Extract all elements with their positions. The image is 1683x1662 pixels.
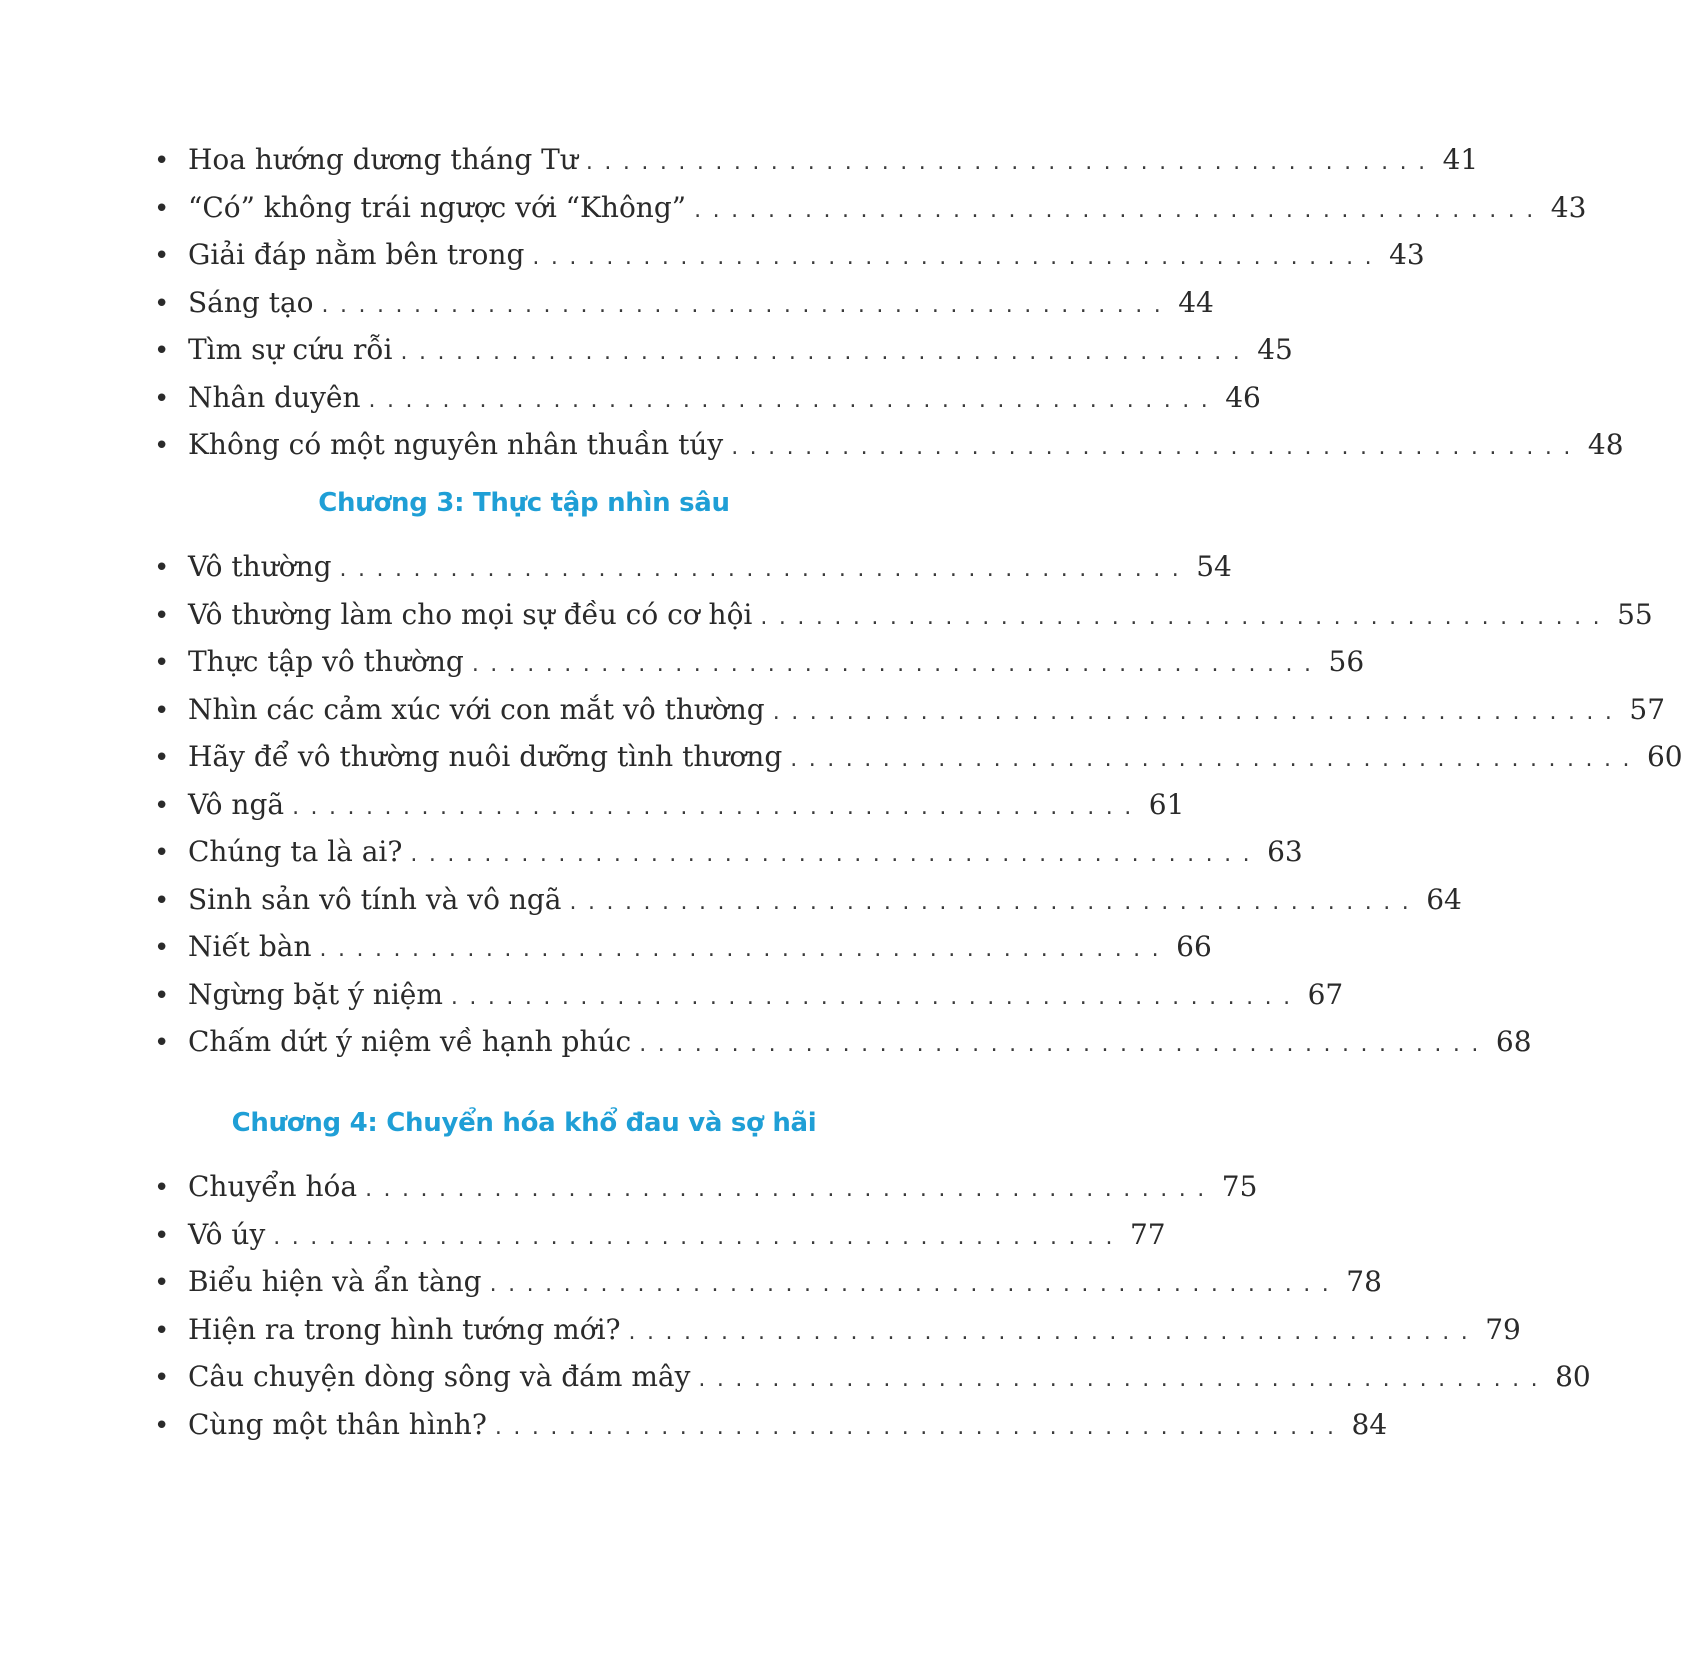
bullet-icon: •: [154, 1173, 170, 1203]
entry-title: Chuyển hóa: [188, 1170, 358, 1203]
toc-entry: [154, 1163, 1258, 1211]
entry-title: Giải đáp nằm bên trong: [188, 238, 525, 271]
entry-title: Hiện ra trong hình tướng mới?: [188, 1312, 621, 1346]
entry-page: 41: [1442, 143, 1479, 176]
entry-page: 78: [1346, 1265, 1382, 1298]
entry-page: 57: [1629, 692, 1666, 726]
dot-leader: ..............................................: [585, 150, 1437, 175]
dot-leader: ..............................................: [339, 557, 1191, 582]
dot-leader: ..............................................: [639, 1032, 1490, 1057]
dot-leader: ..............................................: [450, 984, 1302, 1010]
toc-entry: [154, 1401, 1388, 1449]
dot-leader: ..............................................: [319, 937, 1171, 962]
bullet-icon: •: [154, 1028, 170, 1058]
toc-entry: [154, 1018, 1532, 1066]
bullet-icon: •: [154, 1363, 170, 1393]
bullet-icon: •: [154, 1410, 170, 1441]
bullet-icon: •: [154, 885, 170, 916]
entry-title: Cùng một thân hình?: [188, 1407, 487, 1441]
toc-entry: [154, 733, 1683, 781]
bullet-icon: •: [154, 1268, 170, 1298]
dot-leader: ..............................................: [532, 245, 1384, 270]
dot-leader: ..............................................: [365, 1177, 1216, 1202]
entry-title: Sáng tạo: [188, 285, 314, 319]
toc-entry: [154, 1258, 1382, 1306]
bullet-icon: •: [154, 241, 170, 271]
toc-entry: [154, 231, 1425, 279]
dot-leader: ..............................................: [400, 340, 1252, 365]
dot-leader: ..............................................: [273, 1224, 1124, 1250]
entry-page: 79: [1485, 1312, 1521, 1346]
dot-leader: ..............................................: [790, 747, 1641, 772]
bullet-icon: •: [154, 933, 170, 963]
toc-entry: [154, 971, 1344, 1019]
dot-leader: ..............................................: [471, 652, 1323, 677]
toc-entry: [154, 543, 1232, 591]
entry-page: 61: [1148, 787, 1185, 821]
entry-page: 55: [1617, 597, 1653, 631]
dot-leader: ..............................................: [489, 1272, 1341, 1297]
bullet-icon: •: [154, 1315, 170, 1346]
entry-title: “Có” không trái ngược với “Không”: [188, 190, 687, 224]
entry-title: Hoa hướng dương tháng Tư: [188, 143, 578, 176]
entry-title: Nhân duyên: [188, 380, 361, 414]
toc-entry: [154, 136, 1479, 184]
entry-title: Sinh sản vô tính và vô ngã: [188, 882, 562, 916]
entry-title: Chúng ta là ai?: [188, 835, 403, 868]
entry-page: 60: [1646, 740, 1683, 773]
entry-title: Vô thường làm cho mọi sự đều có cơ hội: [188, 597, 753, 631]
dot-leader: ..............................................: [494, 1414, 1346, 1440]
chapter-4-heading: Chương 4: Chuyển hóa khổ đau và sợ hãi: [231, 1108, 817, 1138]
dot-leader: ..............................................: [760, 604, 1612, 630]
toc-entry: [154, 686, 1666, 734]
bullet-icon: •: [154, 838, 170, 868]
entry-page: 64: [1426, 882, 1462, 916]
toc-chapter-3: [154, 543, 1683, 1066]
toc-entry: [154, 326, 1293, 374]
entry-page: 80: [1555, 1360, 1591, 1393]
entry-title: Thực tập vô thường: [188, 645, 464, 678]
toc-entry: [154, 638, 1365, 686]
toc-entry: [154, 184, 1587, 232]
bullet-icon: •: [154, 980, 170, 1011]
entry-title: Vô thường: [188, 550, 332, 583]
entry-page: 44: [1178, 285, 1214, 319]
bullet-icon: •: [154, 648, 170, 678]
bullet-icon: •: [154, 600, 170, 631]
bullet-icon: •: [154, 431, 170, 461]
entry-page: 54: [1196, 550, 1232, 583]
toc-entry: [154, 1211, 1166, 1259]
chapter-3-heading: Chương 3: Thực tập nhìn sâu: [318, 488, 730, 518]
toc-entry: [154, 1353, 1591, 1401]
dot-leader: ..............................................: [321, 292, 1173, 318]
toc-entry: [154, 591, 1653, 639]
entry-title: Vô ngã: [188, 787, 285, 821]
entry-page: 56: [1328, 645, 1365, 678]
entry-page: 84: [1351, 1407, 1388, 1441]
toc-entry: [154, 876, 1462, 924]
dot-leader: ..............................................: [410, 842, 1262, 867]
entry-page: 43: [1550, 190, 1587, 224]
toc-entry: [154, 374, 1261, 422]
bullet-icon: •: [154, 336, 170, 366]
bullet-icon: •: [154, 193, 170, 224]
entry-title: Niết bàn: [188, 930, 312, 963]
entry-title: Tìm sự cứu rỗi: [188, 333, 393, 366]
entry-page: 75: [1221, 1170, 1258, 1203]
bullet-icon: •: [154, 790, 170, 821]
entry-page: 67: [1307, 977, 1344, 1011]
dot-leader: ..............................................: [569, 889, 1421, 915]
entry-page: 63: [1267, 835, 1303, 868]
dot-leader: ..............................................: [698, 1367, 1550, 1392]
bullet-icon: •: [154, 383, 170, 414]
entry-page: 48: [1587, 428, 1624, 461]
entry-page: 68: [1495, 1025, 1532, 1058]
entry-page: 66: [1176, 930, 1212, 963]
bullet-icon: •: [154, 288, 170, 319]
dot-leader: ..............................................: [731, 435, 1582, 460]
entry-title: Chấm dứt ý niệm về hạnh phúc: [188, 1025, 632, 1058]
bullet-icon: •: [154, 743, 170, 773]
entry-title: Nhìn các cảm xúc với con mắt vô thường: [188, 692, 765, 726]
toc-entry: [154, 279, 1214, 327]
entry-page: 45: [1257, 333, 1293, 366]
dot-leader: ..............................................: [368, 387, 1220, 413]
toc-entry: [154, 781, 1185, 829]
entry-page: 77: [1129, 1217, 1166, 1251]
dot-leader: ..............................................: [628, 1319, 1480, 1345]
dot-leader: ..............................................: [694, 197, 1545, 223]
dot-leader: ..............................................: [292, 794, 1143, 820]
toc-entry: [154, 923, 1212, 971]
toc-entry: [154, 828, 1303, 876]
bullet-icon: •: [154, 553, 170, 583]
entry-title: Hãy để vô thường nuôi dưỡng tình thương: [188, 740, 783, 773]
entry-title: Câu chuyện dòng sông và đám mây: [188, 1360, 691, 1393]
dot-leader: ..............................................: [772, 699, 1624, 725]
bullet-icon: •: [154, 1220, 170, 1251]
bullet-icon: •: [154, 146, 170, 176]
entry-page: 46: [1225, 380, 1261, 414]
toc-entry: [154, 1306, 1521, 1354]
toc-entry: [154, 421, 1624, 469]
entry-title: Biểu hiện và ẩn tàng: [188, 1265, 482, 1298]
bullet-icon: •: [154, 695, 170, 726]
entry-page: 43: [1389, 238, 1425, 271]
entry-title: Vô úy: [188, 1217, 266, 1251]
entry-title: Ngừng bặt ý niệm: [188, 977, 443, 1011]
toc-section-a: [154, 136, 1624, 469]
toc-chapter-4: [154, 1163, 1591, 1448]
entry-title: Không có một nguyên nhân thuần túy: [188, 428, 724, 461]
